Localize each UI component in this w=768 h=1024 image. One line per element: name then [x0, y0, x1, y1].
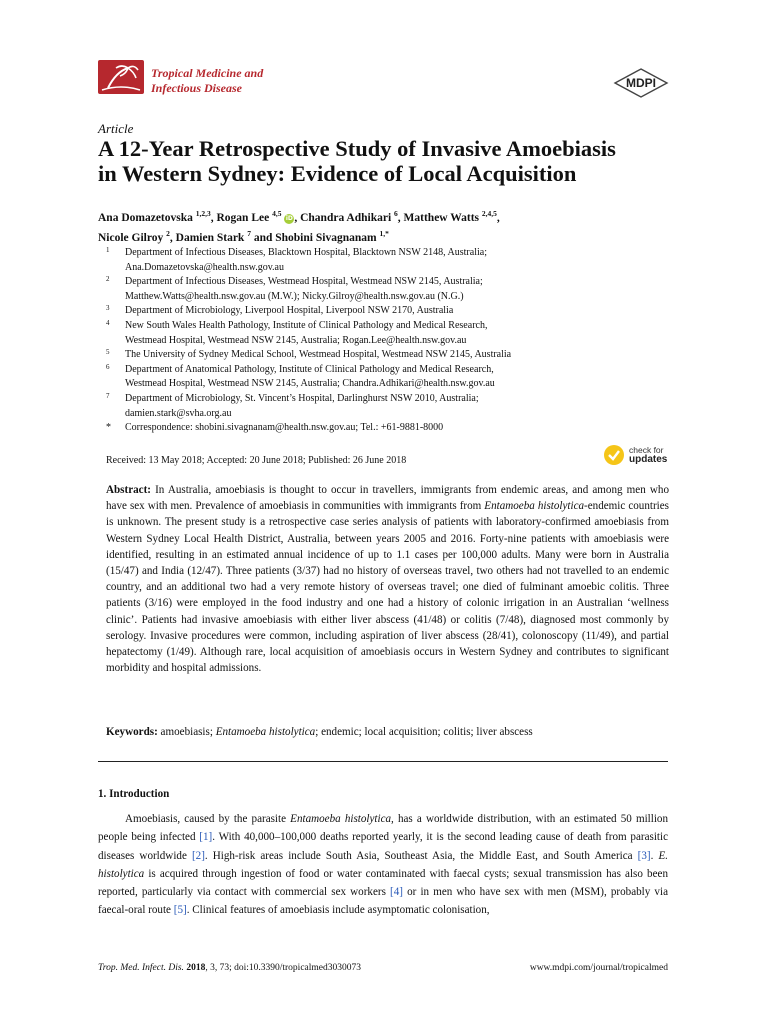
- check-for-updates-badge[interactable]: check for updates: [603, 444, 667, 466]
- author-name[interactable]: Chandra Adhikari: [300, 211, 392, 224]
- author-list: Ana Domazetovska $^{1,2,3}$, Rogan Lee $^{4,5}$ iD, Chandra Adhikari $^6$, Matthew Watts $^{2,4,5}$, Nicole Gilroy $^2$, Damien Stark $^7$ and Shobini Sivagnanam $^{1,*}$: [98, 209, 500, 244]
- abstract: Abstract: In Australia, amoebiasis is thought to occur in travellers, immigrants from endemic areas, and among men who have sex with men. Prevalence of amoebiasis in communities with immigrants from Entamoeba histolytica-endemic countries is unknown. The present study is a retrospective case series analysis of patients with laboratory-confirmed amoebiasis from Western Sydney Local Health District, Australia, between years 2005 and 2016. Forty-nine patients with amoebiasis were identified, resulting in an estimated annual incidence of up to 1.1 cases per 100,000 adults. Many were born in Australia (15/47) and India (12/47). Three patients (3/37) had no history of overseas travel, two others had not travelled to an endemic country, and an additional two had a very remote history of overseas travel; one died of fulminant amoebic colitis. Three patients (3/16) were employed in the food industry and one had a history of colonic irrigation in an Australian ‘wellness clinic’. Patients had invasive amoebiasis with either liver abscess (41/48) or colitis (7/48), diagnosed most commonly by serology. Invasive procedures were common, including aspiration of liver abscess (28/41), colonoscopy (11/49), and partial hepatectomy (1/49). Although rare, local acquisition of amoebiasis occurs in Western Sydney and contributes to significant morbidity and hospital admissions.: [106, 484, 669, 675]
- mdpi-logo-icon: [612, 68, 670, 98]
- author-name[interactable]: Shobini Sivagnanam: [275, 231, 377, 244]
- affiliation-item: 7 Department of Microbiology, St. Vincent’s Hospital, Darlinghurst NSW 2010, Australia; damien.stark@svha.org.au: [106, 391, 479, 419]
- journal-name: Tropical Medicine and Infectious Disease: [151, 66, 264, 95]
- keywords: Keywords: amoebiasis; Entamoeba histolytica; endemic; local acquisition; colitis; liver abscess: [106, 726, 533, 738]
- author-name[interactable]: Nicole Gilroy: [98, 231, 164, 244]
- affiliation-item: 5 The University of Sydney Medical School, Westmead Hospital, Westmead NSW 2145, Australia: [106, 348, 512, 361]
- citation-link[interactable]: [1]: [199, 831, 213, 844]
- affiliation-item: 1 Department of Infectious Diseases, Blacktown Hospital, Blacktown NSW 2148, Australia; Ana.Domazetovska@health.nsw.gov.au: [106, 246, 487, 273]
- author-name[interactable]: Rogan Lee: [216, 211, 270, 224]
- citation-link[interactable]: [4]: [390, 886, 403, 899]
- check-updates-icon: [603, 444, 625, 466]
- affiliation-item: 2 Department of Infectious Diseases, Westmead Hospital, Westmead NSW 2145, Australia; Matthew.Watts@health.nsw.gov.au (M.W.); Nicky.Gilroy@health.nsw.gov.au (N.G.): [106, 275, 483, 302]
- article-type: Article: [98, 121, 134, 136]
- footer-journal-url[interactable]: www.mdpi.com/journal/tropicalmed: [529, 963, 668, 973]
- author-affiliation: 1,*: [379, 228, 389, 238]
- affiliation-item: 6 Department of Anatomical Pathology, Institute of Clinical Pathology and Medical Research, Westmead Hospital, Westmead NSW 2145, Australia; Chandra.Adhikari@health.nsw.gov.au: [106, 362, 495, 390]
- author-affiliation: 4,5: [272, 209, 282, 218]
- author-affiliation: 1,2,3: [195, 209, 211, 218]
- introduction-paragraph: Amoebiasis, caused by the parasite Entamoeba histolytica, has a worldwide distribution, with an estimated 50 million people being infected [1]. With 40,000–100,000 deaths reported yearly, it is the second leading cause of death from parasitic diseases worldwide [2]. High-risk areas include South Asia, Southeast Asia, the Middle East, and South America [3]. E. histolytica is acquired through ingestion of food or water contaminated with faecal cysts; sexual transmission has also been reported, particularly via contact with commercial sex workers [4] or in men who have sex with men (MSM), probably via faecal-oral route [5]. Clinical features of amoebiasis include asymptomatic colonisation,: [98, 813, 669, 917]
- footer-citation: Trop. Med. Infect. Dis. 2018, 3, 73; doi:10.3390/tropicalmed3030073: [98, 963, 361, 973]
- section-divider: [98, 761, 668, 762]
- article-title: A 12-Year Retrospective Study of Invasive Amoebiasis in Western Sydney: Evidence of Local Acquisition: [98, 136, 616, 186]
- citation-link[interactable]: [2]: [191, 849, 205, 862]
- orcid-icon[interactable]: iD: [285, 214, 293, 222]
- section-heading: 1. Introduction: [98, 788, 170, 800]
- citation-link[interactable]: [5]: [173, 904, 187, 917]
- author-affiliation: 2,4,5: [481, 209, 497, 218]
- affiliation-item: 3 Department of Microbiology, Liverpool Hospital, Liverpool NSW 2170, Australia: [106, 304, 454, 317]
- citation-link[interactable]: [3]: [637, 849, 651, 862]
- journal-logo-icon: [98, 60, 144, 94]
- correspondence: * Correspondence: shobini.sivagnanam@health.nsw.gov.au; Tel.: +61-9881-8000: [106, 422, 444, 434]
- author-name[interactable]: Damien Stark: [175, 231, 245, 244]
- author-affiliation: 7: [247, 228, 251, 238]
- author-affiliation: 6: [394, 209, 398, 218]
- mdpi-text: MDPI: [626, 76, 656, 90]
- author-name[interactable]: Ana Domazetovska: [98, 211, 193, 224]
- publication-dates: Received: 13 May 2018; Accepted: 20 June 2018; Published: 26 June 2018: [106, 455, 407, 466]
- author-affiliation: 2: [166, 228, 170, 238]
- affiliation-list: [98, 246, 658, 436]
- author-name[interactable]: Matthew Watts: [403, 211, 480, 224]
- affiliation-item: 4 New South Wales Health Pathology, Institute of Clinical Pathology and Medical Research, Westmead Hospital, Westmead NSW 2145, Australia; Rogan.Lee@health.nsw.gov.au: [106, 318, 488, 346]
